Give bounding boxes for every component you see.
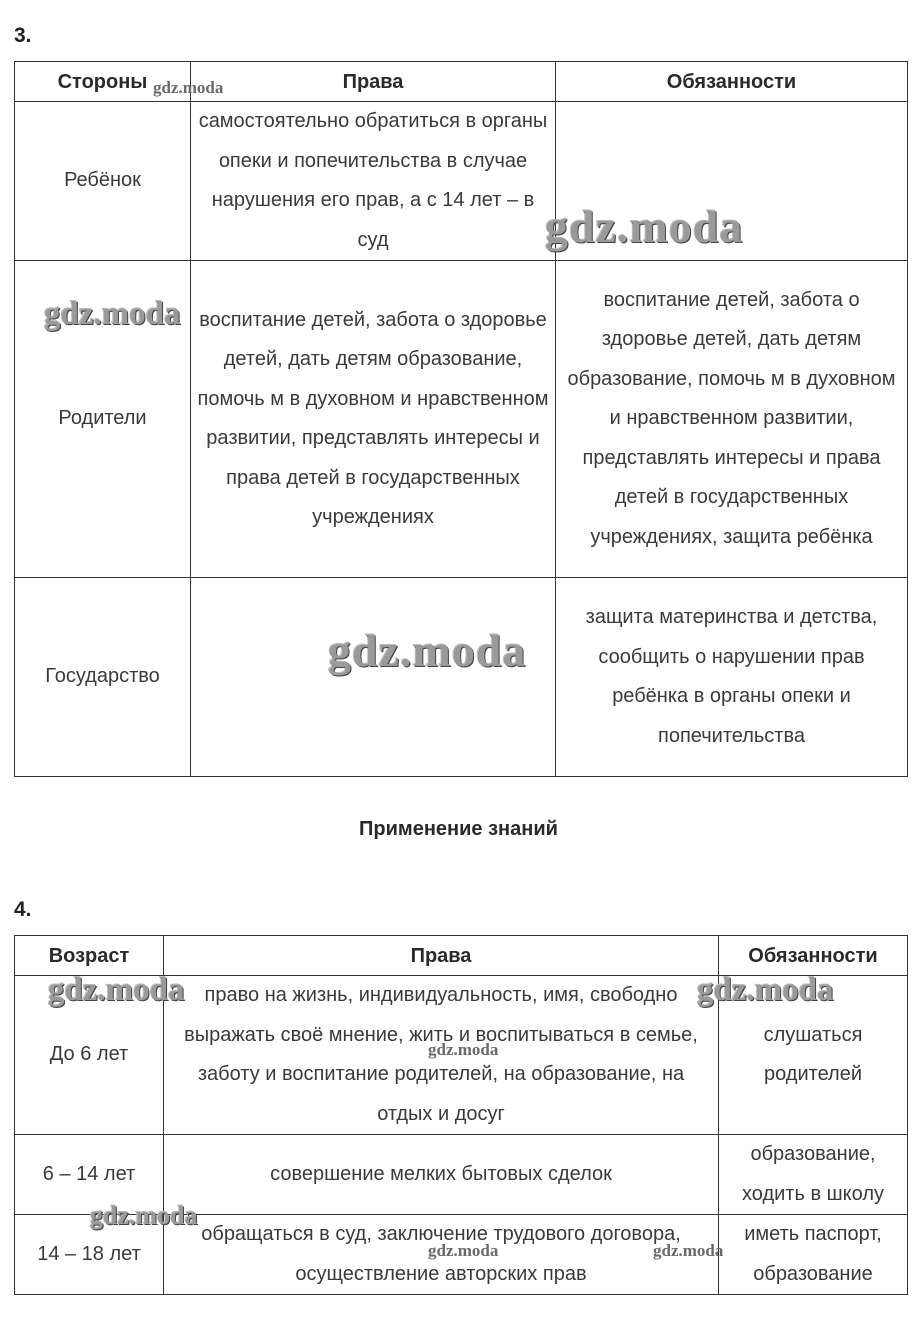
table-row [15,102,908,261]
watermark: gdz.moda [653,1241,724,1260]
watermark: gdz.moda [428,1241,499,1260]
table-row [15,1215,908,1295]
cell-rights: право на жизнь, индивидуальность, имя, свободно выражать своё мнение, жить и воспитываться в семье, заботу и воспитание родителей, на образование, на отдых и досуг [164,976,719,1135]
header-duties: Обязанности [556,62,908,102]
watermark: gdz.moda [153,78,224,97]
table-row [15,1135,908,1215]
cell-age: 14 – 18 лет [15,1215,164,1295]
header-age: Возраст [15,936,164,976]
watermark: gdz.moda [328,625,527,676]
watermark: gdz.moda [44,296,181,332]
watermark: gdz.moda [90,1201,198,1230]
cell-rights: воспитание детей, забота о здоровье детей, дать детям образование, помочь м в духовном и нравственном развитии, представлять интересы и права детей в государственных учреждениях [191,261,556,578]
task-4-table [14,935,908,1295]
cell-duties: образование, ходить в школу [719,1135,908,1215]
table-row [15,261,908,578]
table-header-row [15,936,908,976]
cell-side: Ребёнок [15,102,191,261]
cell-age: 6 – 14 лет [15,1135,164,1215]
cell-rights: совершение мелких бытовых сделок [164,1135,719,1215]
header-duties: Обязанности [719,936,908,976]
cell-side: Родители [15,261,191,578]
cell-duties [556,102,908,261]
cell-side: Государство [15,578,191,777]
cell-rights: самостоятельно обратиться в органы опеки и попечительства в случае нарушения его прав, а с 14 лет – в суд [191,102,556,261]
task-3-table [14,61,908,777]
cell-duties: воспитание детей, забота о здоровье детей, дать детям образование, помочь м в духовном и нравственном развитии, представлять интересы и права детей в государственных учреждениях, защита ребёнка [556,261,908,578]
header-sides: Стороны [15,62,191,102]
task-4-number: 4. [14,898,32,921]
cell-duties: защита материнства и детства, сообщить о нарушении прав ребёнка в органы опеки и попечительства [556,578,908,777]
header-rights: Права [191,62,556,102]
section-heading: Применение знаний [359,818,558,840]
cell-rights: обращаться в суд, заключение трудового договора, осуществление авторских прав [164,1215,719,1295]
cell-age: До 6 лет [15,976,164,1135]
table-row [15,578,908,777]
table-row [15,976,908,1135]
cell-duties: иметь паспорт, образование [719,1215,908,1295]
header-rights: Права [164,936,719,976]
table-header-row [15,62,908,102]
watermark: gdz.moda [545,201,744,252]
task-3-number: 3. [14,24,32,47]
watermark: gdz.moda [697,972,834,1008]
watermark: gdz.moda [48,972,185,1008]
cell-duties: слушаться родителей [719,976,908,1135]
cell-rights [191,578,556,777]
watermark: gdz.moda [428,1040,499,1059]
